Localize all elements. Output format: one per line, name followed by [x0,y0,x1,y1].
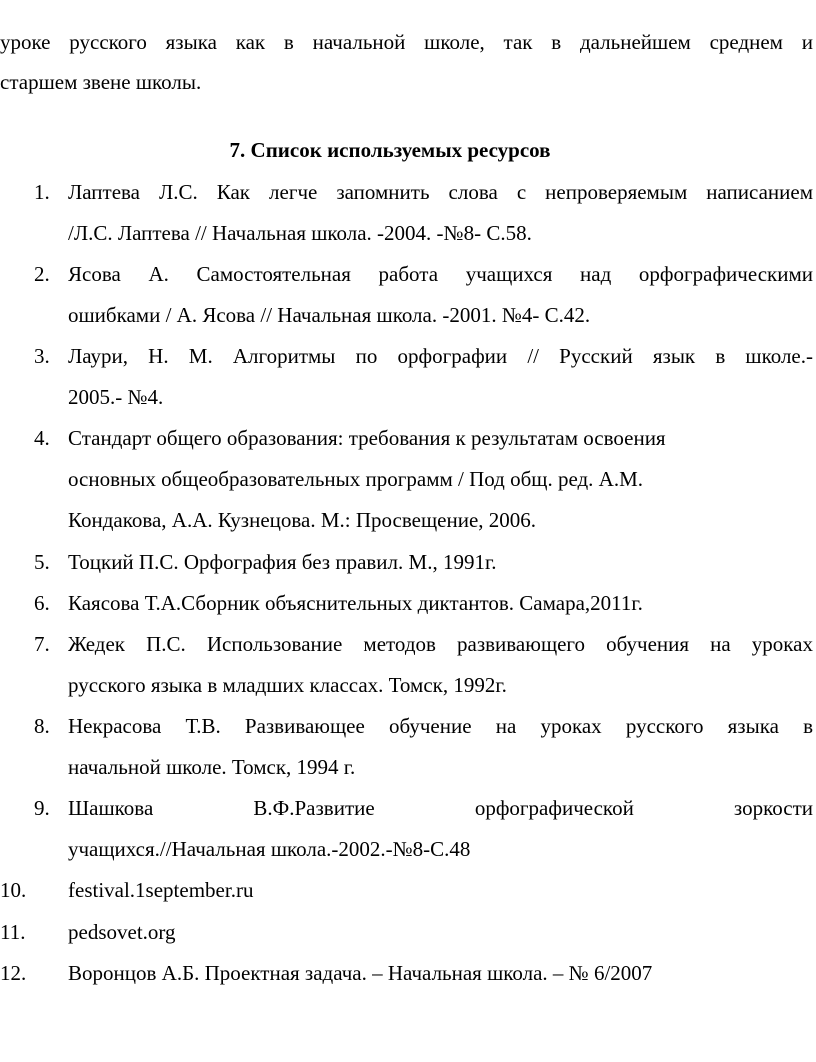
reference-text [68,542,813,583]
reference-line: Некрасова Т.В. Развивающее обучение на уроках русского языка в [68,714,813,738]
reference-line: 2005.- №4. [68,385,164,409]
reference-text [68,583,813,624]
reference-text [68,788,813,870]
reference-text [68,254,813,336]
intro-line: старшем звене школы. [0,70,202,94]
reference-number: 10. [0,878,27,902]
reference-number: 1. [34,180,50,204]
reference-line: начальной школе. Томск, 1994 г. [68,755,356,779]
reference-line: Кондакова, А.А. Кузнецова. М.: Просвещение, 2006. [68,508,537,532]
reference-line: Стандарт общего образования: требования к результатам освоения [68,426,666,450]
reference-number: 12. [0,961,27,985]
reference-number: 8. [34,714,50,738]
reference-text [68,870,813,911]
reference-line: pedsovet.org [68,920,176,944]
reference-text [68,706,813,788]
reference-text [68,172,813,254]
reference-number: 6. [34,591,50,615]
reference-number: 9. [34,796,50,820]
reference-line: /Л.С. Лаптева // Начальная школа. -2004. -№8- С.58. [68,221,532,245]
reference-line: Шашкова В.Ф.Развитие орфографической зоркости [68,796,813,820]
reference-text [68,953,813,994]
reference-text [68,912,813,953]
reference-line: русского языка в младших классах. Томск, 1992г. [68,673,507,697]
reference-number: 4. [34,426,50,450]
reference-line: festival.1september.ru [68,878,254,902]
reference-line: ошибками / А. Ясова // Начальная школа. -2001. №4- С.42. [68,303,591,327]
intro-line: уроке русского языка как в начальной школе, так в дальнейшем среднем и [0,30,813,54]
reference-text [68,624,813,706]
reference-line: Лаптева Л.С. Как легче запомнить слова с непроверяемым написанием [68,180,813,204]
intro-paragraph [0,22,813,102]
reference-line: Каясова Т.А.Сборник объяснительных диктантов. Самара,2011г. [68,591,643,615]
reference-line: Ясова А. Самостоятельная работа учащихся над орфографическими [68,262,813,286]
reference-line: Воронцов А.Б. Проектная задача. – Начальная школа. – № 6/2007 [68,961,653,985]
section-heading: 7. Список используемых ресурсов [229,138,551,162]
reference-text [68,418,813,541]
reference-line: Тоцкий П.С. Орфография без правил. М., 1991г. [68,550,497,574]
reference-number: 11. [0,920,26,944]
reference-line: учащихся.//Начальная школа.-2002.-№8-С.48 [68,837,471,861]
reference-text [68,336,813,418]
reference-number: 7. [34,632,50,656]
reference-line: основных общеобразовательных программ / Под общ. ред. А.М. [68,467,644,491]
reference-number: 5. [34,550,50,574]
reference-line: Лаури, Н. М. Алгоритмы по орфографии // Русский язык в школе.- [68,344,813,368]
reference-line: Жедек П.С. Использование методов развивающего обучения на уроках [68,632,813,656]
reference-number: 3. [34,344,50,368]
reference-number: 2. [34,262,50,286]
